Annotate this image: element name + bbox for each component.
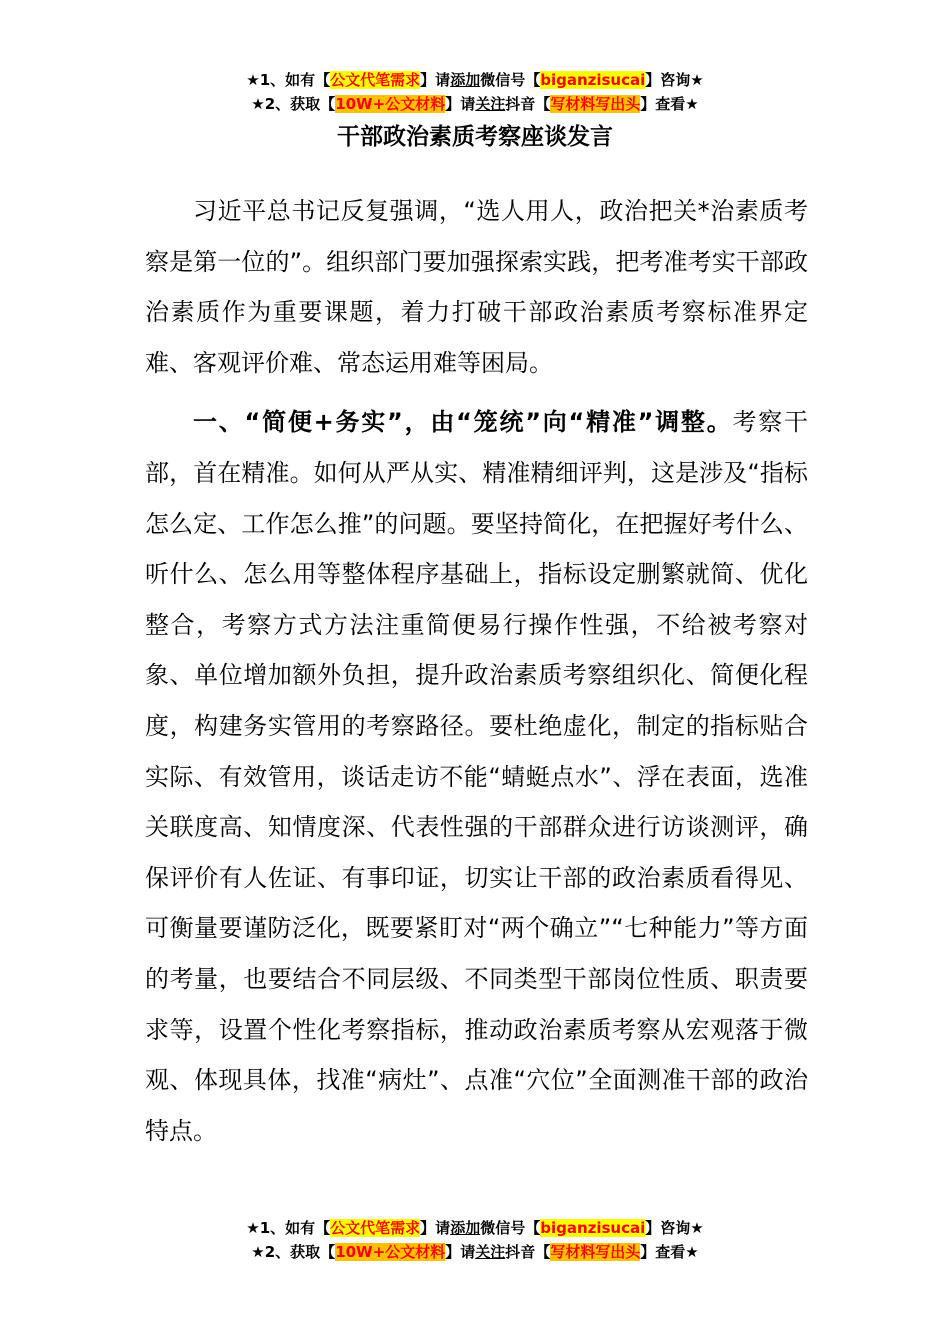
- top-banner: [0, 68, 950, 116]
- paragraph-intro: 习近平总书记反复强调，“选人用人，政治把关*治素质考察是第一位的”。组织部门要加强探索实践，把考准考实干部政治素质作为重要课题，着力打破干部政治素质考察标准界定难、客观评价难、常态运用难等困局。: [145, 197, 808, 377]
- document-title: 干部政治素质考察座谈发言: [337, 124, 613, 150]
- document-body: [145, 186, 808, 1156]
- banner-highlight: 10W+公文材料: [335, 1243, 446, 1261]
- banner-line-1: ★1、如有【公文代笔需求】请添加微信号【biganzisucai】咨询★: [246, 71, 704, 89]
- section-heading: 一、“简便+务实”，由“笼统”向“精准”调整。: [193, 408, 733, 437]
- banner-highlight: biganzisucai: [540, 71, 646, 89]
- banner-highlight: 公文代笔需求: [330, 71, 421, 89]
- banner-highlight: 10W+公文材料: [335, 95, 446, 113]
- banner-line-1: ★1、如有【公文代笔需求】请添加微信号【biganzisucai】咨询★: [246, 1219, 704, 1237]
- banner-highlight: 写材料写出头: [550, 95, 641, 113]
- banner-highlight: biganzisucai: [540, 1219, 646, 1237]
- banner-line-2: ★2、获取【10W+公文材料】请关注抖音【写材料写出头】查看★: [251, 95, 699, 113]
- banner-line-2: ★2、获取【10W+公文材料】请关注抖音【写材料写出头】查看★: [251, 1243, 699, 1261]
- paragraph-section-1: 一、“简便+务实”，由“笼统”向“精准”调整。考察干部，首在精准。如何从严从实、精准精细评判，这是涉及“指标怎么定、工作怎么推”的问题。要坚持简化，在把握好考什么、听什么、怎么用等整体程序基础上，指标设定删繁就简、优化整合，考察方式方法注重简便易行操作性强，不给被考察对象、单位增加额外负担，提升政治素质考察组织化、简便化程度，构建务实管用的考察路径。要杜绝虚化，制定的指标贴合实际、有效管用，谈话走访不能“蜻蜓点水”、浮在表面，选准关联度高、知情度深、代表性强的干部群众进行访谈测评，确保评价有人佐证、有事印证，切实让干部的政治素质看得见、可衡量要谨防泛化，既要紧盯对“两个确立”“七种能力”等方面的考量，也要结合不同层级、不同类型干部岗位性质、职责要求等，设置个性化考察指标，推动政治素质考察从宏观落于微观、体现具体，找准“病灶”、点准“穴位”全面测准干部的政治特点。: [145, 408, 809, 1145]
- banner-highlight: 写材料写出头: [550, 1243, 641, 1261]
- banner-highlight: 公文代笔需求: [330, 1219, 421, 1237]
- bottom-banner: [0, 1216, 950, 1264]
